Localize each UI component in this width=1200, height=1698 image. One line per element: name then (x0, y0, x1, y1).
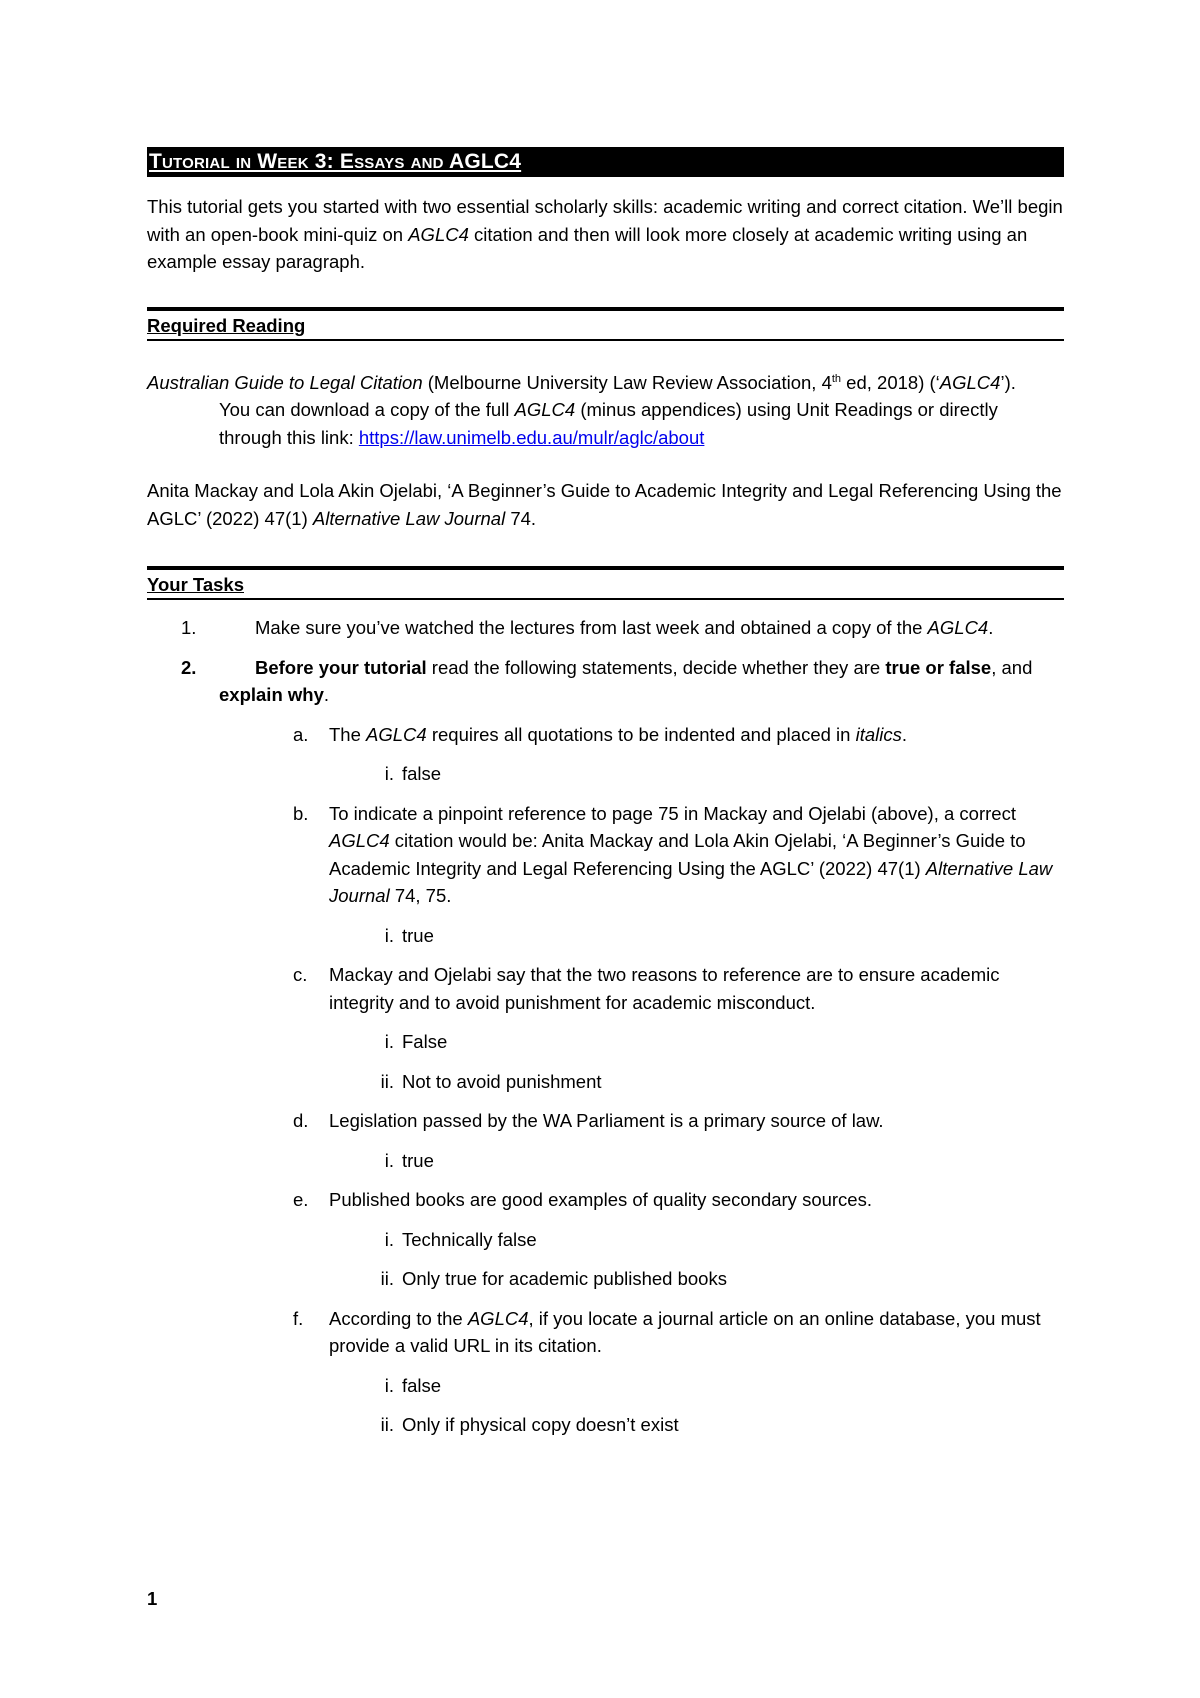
answer-e-i (147, 1226, 1064, 1254)
task-2-mid: read the following statements, decide whether they are (426, 656, 886, 678)
required-reading-heading: Required Reading (147, 307, 1064, 341)
task-2-end: . (323, 684, 330, 705)
answer-e-ii (147, 1265, 1064, 1293)
task-1-end: . (988, 617, 994, 638)
task-2 (147, 654, 1064, 709)
answer-label: i. (384, 924, 394, 946)
answer-text: false (402, 1374, 442, 1396)
answer-c-ii (147, 1068, 1064, 1096)
intro-italic: AGLC4 (408, 223, 469, 245)
answer-b-i (147, 922, 1064, 950)
question-f-text: According to the (329, 1307, 468, 1329)
question-d (147, 1107, 1064, 1135)
question-b-italic2: Alternative Law Journal (329, 857, 1053, 906)
question-f (147, 1305, 1064, 1360)
task-2-text (219, 654, 1064, 709)
task-2-mid2: , and (991, 656, 1033, 678)
ref1-short: AGLC4 (939, 371, 1001, 393)
question-b-text: To indicate a pinpoint reference to page 75 in Mackay and Ojelabi (above), a correct (329, 802, 1016, 824)
task-2-number: 2. (181, 656, 197, 678)
page-content (147, 147, 1064, 1439)
question-b-italic: AGLC4 (329, 830, 390, 851)
question-c-label: c. (293, 964, 308, 985)
note-text: You can download a copy of the full (219, 399, 515, 420)
answer-c-i (147, 1028, 1064, 1056)
answer-label: ii. (380, 1268, 394, 1289)
question-e-label: e. (293, 1189, 309, 1210)
answer-text: Technically false (402, 1228, 537, 1250)
question-d-text: Legislation passed by the WA Parliament is a primary source of law. (329, 1110, 884, 1131)
note-italic: AGLC4 (514, 399, 576, 420)
question-e (147, 1186, 1064, 1214)
question-a-italic2: italics (855, 723, 902, 745)
reading-download-note (147, 396, 1064, 451)
answer-text: false (402, 763, 442, 784)
answer-text: False (402, 1031, 448, 1052)
question-e-text: Published books are good examples of quality secondary sources. (329, 1189, 872, 1210)
ref1-publisher-rest: ed, 2018) (‘ (841, 371, 940, 393)
ref1-sup: th (831, 372, 842, 385)
reading-ref-mackay (147, 477, 1064, 532)
ref1-close: ’). (1000, 371, 1016, 393)
task-1-text (219, 614, 1064, 642)
note-text-rest: (minus appendices) using Unit Readings or directly through this link: (219, 399, 998, 448)
answer-text: Only true for academic published books (402, 1268, 727, 1289)
answer-label: i. (384, 1374, 394, 1396)
answer-label: i. (384, 763, 394, 784)
question-b (147, 800, 1064, 910)
task-1-number: 1. (181, 617, 197, 638)
answer-label: ii. (380, 1070, 394, 1092)
answer-label: i. (384, 1149, 394, 1171)
question-a-label: a. (293, 723, 309, 745)
ref1-publisher: (Melbourne University Law Review Association, 4 (422, 371, 832, 393)
answer-label: i. (384, 1031, 394, 1052)
question-c-text: Mackay and Ojelabi say that the two reasons to reference are to ensure academic integrity and to avoid punishment for academic misconduct. (329, 964, 1000, 1013)
answer-label: i. (384, 1228, 394, 1250)
question-a-italic: AGLC4 (366, 723, 427, 745)
question-b-label: b. (293, 802, 309, 824)
task-1 (147, 614, 1064, 642)
question-a-end: . (901, 723, 907, 745)
answer-f-i (147, 1372, 1064, 1400)
task-2-bold1: Before your tutorial (255, 656, 427, 678)
question-a-text: The (329, 723, 367, 745)
your-tasks-heading: Your Tasks (147, 566, 1064, 600)
question-d-label: d. (293, 1110, 309, 1131)
answer-label: ii. (380, 1414, 394, 1435)
intro-paragraph (147, 193, 1064, 276)
answer-f-ii (147, 1411, 1064, 1439)
task-1-italic: AGLC4 (927, 617, 989, 638)
answer-a-i (147, 760, 1064, 788)
answer-text: Only if physical copy doesn’t exist (402, 1414, 679, 1435)
aglc-download-link[interactable]: https://law.unimelb.edu.au/mulr/aglc/about (358, 426, 705, 448)
ref1-title: Australian Guide to Legal Citation (147, 371, 423, 393)
answer-text: true (402, 924, 434, 946)
question-f-italic: AGLC4 (467, 1307, 529, 1329)
question-a (147, 721, 1064, 749)
intro-text-rest: citation and then will look more closely at academic writing using an example essay paragraph. (147, 223, 1028, 272)
task-1-text-main: Make sure you’ve watched the lectures from last week and obtained a copy of the (255, 617, 928, 638)
answer-d-i (147, 1147, 1064, 1175)
page-number: 1 (147, 1588, 158, 1609)
task-2-bold2: true or false (885, 656, 992, 678)
ref2-journal: Alternative Law Journal (312, 507, 506, 529)
question-a-text2: requires all quotations to be indented and placed in (426, 723, 856, 745)
reading-ref-aglc4 (147, 369, 1064, 397)
question-b-text2: citation would be: Anita Mackay and Lola Akin Ojelabi, ‘A Beginner’s Guide to Academic Integrity and Legal Referencing Using the AGLC’ (2022) 47(1) (329, 830, 1026, 879)
intro-text: This tutorial gets you started with two essential scholarly skills: academic writing and correct citation. We’ll begin with an open-book mini-quiz on (147, 196, 1063, 245)
page-title: Tutorial in Week 3: Essays and AGLC4 (147, 147, 1064, 177)
question-c (147, 961, 1064, 1016)
question-b-end: 74, 75. (389, 885, 452, 906)
answer-text: Not to avoid punishment (402, 1070, 602, 1092)
ref2-text: Anita Mackay and Lola Akin Ojelabi, ‘A Beginner’s Guide to Academic Integrity and Legal Referencing Using the AGLC’ (2022) 47(1) (147, 480, 1062, 529)
question-f-label: f. (293, 1307, 304, 1329)
answer-text: true (402, 1149, 434, 1171)
question-f-text2: , if you locate a journal article on an online database, you must provide a valid URL in its citation. (329, 1307, 1041, 1356)
ref2-end: 74. (505, 507, 537, 529)
task-2-bold3: explain why (219, 684, 324, 705)
